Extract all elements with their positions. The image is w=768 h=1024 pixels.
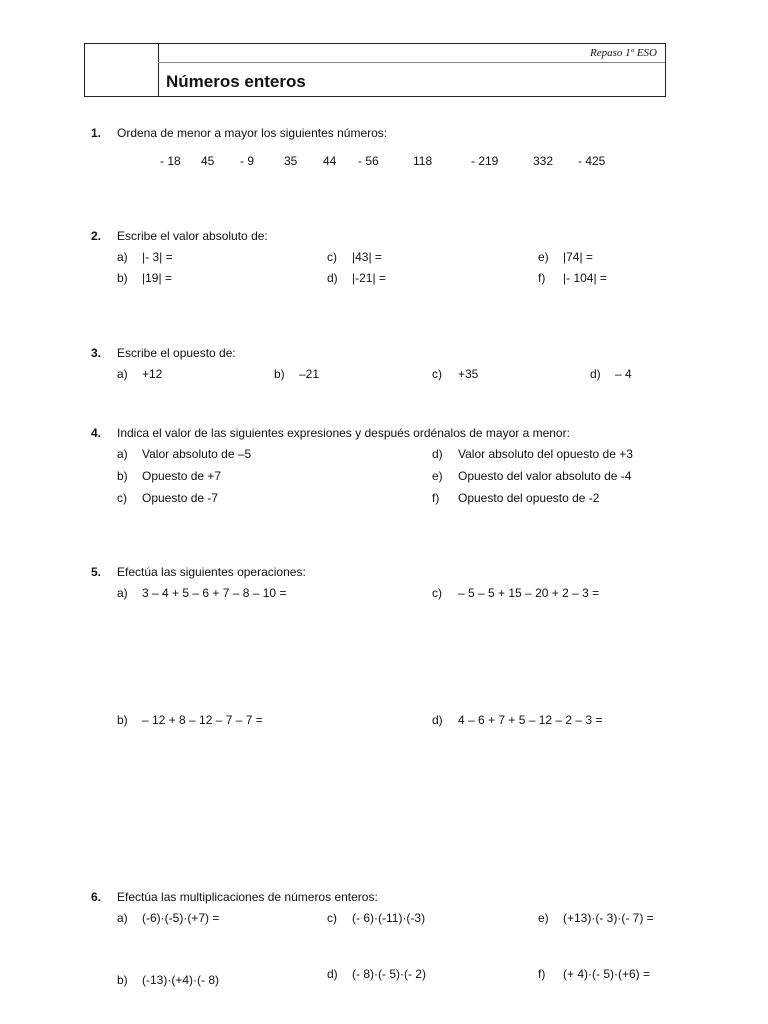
q4-item-letter: e) bbox=[432, 469, 443, 483]
q2-item-expr: |19| = bbox=[142, 271, 172, 285]
q2-prompt: Escribe el valor absoluto de: bbox=[117, 229, 268, 243]
q1-value: 35 bbox=[284, 154, 298, 168]
q4-item-expr: Opuesto de +7 bbox=[142, 469, 222, 483]
q6-item-letter: d) bbox=[327, 967, 338, 981]
q6-item-letter: b) bbox=[117, 973, 128, 987]
q6-item-letter: a) bbox=[117, 911, 128, 925]
q6-item-letter: c) bbox=[327, 911, 337, 925]
q4-item-expr: Valor absoluto del opuesto de +3 bbox=[458, 447, 633, 461]
q3-item-letter: b) bbox=[274, 367, 285, 381]
q5-item-letter: a) bbox=[117, 586, 128, 600]
q2-item-letter: d) bbox=[327, 271, 338, 285]
header-subtitle: Repaso 1º ESO bbox=[590, 47, 657, 59]
q4-number: 4. bbox=[91, 426, 102, 440]
q5-item-expr: 4 – 6 + 7 + 5 – 12 – 2 – 3 = bbox=[458, 713, 603, 727]
q1-number: 1. bbox=[91, 126, 102, 140]
q2-item-expr: |74| = bbox=[563, 250, 593, 264]
q4-item-letter: c) bbox=[117, 491, 127, 505]
header-box bbox=[84, 43, 666, 97]
q6-item-expr: (- 6)·(-11)·(-3) bbox=[352, 911, 426, 925]
q6-number: 6. bbox=[91, 890, 102, 904]
q4-item-expr: Opuesto del opuesto de -2 bbox=[458, 491, 600, 505]
q2-item-letter: e) bbox=[538, 250, 549, 264]
q3-item-letter: a) bbox=[117, 367, 128, 381]
q3-item-expr: –21 bbox=[299, 367, 320, 381]
q5-item-expr: – 12 + 8 – 12 – 7 – 7 = bbox=[142, 713, 263, 727]
q1-value: - 219 bbox=[471, 154, 499, 168]
q2-item-expr: |- 104| = bbox=[563, 271, 607, 285]
q6-item-letter: f) bbox=[538, 967, 546, 981]
q2-item-letter: a) bbox=[117, 250, 128, 264]
q5-item-expr: – 5 – 5 + 15 – 20 + 2 – 3 = bbox=[458, 586, 600, 600]
q5-item-letter: d) bbox=[432, 713, 443, 727]
q5-number: 5. bbox=[91, 565, 102, 579]
q1-value: - 9 bbox=[240, 154, 255, 168]
q5-prompt: Efectúa las siguientes operaciones: bbox=[117, 565, 306, 579]
q5-item-letter: b) bbox=[117, 713, 128, 727]
q6-item-expr: (- 8)·(- 5)·(- 2) bbox=[352, 967, 426, 981]
q1-value: 45 bbox=[201, 154, 215, 168]
q2-item-expr: |-21| = bbox=[352, 271, 386, 285]
q1-value: 44 bbox=[323, 154, 337, 168]
q2-item-letter: b) bbox=[117, 271, 128, 285]
q1-prompt: Ordena de menor a mayor los siguientes números: bbox=[117, 126, 388, 140]
q6-item-expr: (-6)·(-5)·(+7) = bbox=[142, 911, 220, 925]
q3-item-expr: – 4 bbox=[615, 367, 632, 381]
q1-value: 332 bbox=[533, 154, 554, 168]
q5-item-expr: 3 – 4 + 5 – 6 + 7 – 8 – 10 = bbox=[142, 586, 287, 600]
q3-item-expr: +35 bbox=[458, 367, 479, 381]
q1-value: - 56 bbox=[358, 154, 379, 168]
q3-item-letter: c) bbox=[432, 367, 442, 381]
q3-prompt: Escribe el opuesto de: bbox=[117, 346, 236, 360]
q1-value: 118 bbox=[413, 154, 433, 168]
q4-item-letter: f) bbox=[432, 491, 440, 505]
q6-prompt: Efectúa las multiplicaciones de números enteros: bbox=[117, 890, 378, 904]
q1-value: - 18 bbox=[160, 154, 181, 168]
q4-prompt: Indica el valor de las siguientes expresiones y después ordénalos de mayor a menor: bbox=[117, 426, 570, 440]
q5-item-letter: c) bbox=[432, 586, 442, 600]
header-divider bbox=[158, 44, 159, 97]
q2-item-letter: c) bbox=[327, 250, 337, 264]
q4-item-expr: Opuesto de -7 bbox=[142, 491, 219, 505]
q4-item-letter: d) bbox=[432, 447, 443, 461]
q4-item-expr: Opuesto del valor absoluto de -4 bbox=[458, 469, 632, 483]
q2-item-letter: f) bbox=[538, 271, 546, 285]
q4-item-expr: Valor absoluto de –5 bbox=[142, 447, 252, 461]
q2-item-expr: |- 3| = bbox=[142, 250, 173, 264]
q2-item-expr: |43| = bbox=[352, 250, 382, 264]
q6-item-expr: (+ 4)·(- 5)·(+6) = bbox=[563, 967, 651, 981]
q4-item-letter: b) bbox=[117, 469, 128, 483]
q2-number: 2. bbox=[91, 229, 102, 243]
q3-item-expr: +12 bbox=[142, 367, 163, 381]
header-top-rule bbox=[158, 62, 665, 63]
q3-number: 3. bbox=[91, 346, 102, 360]
q3-item-letter: d) bbox=[590, 367, 601, 381]
q6-item-expr: (+13)·(- 3)·(- 7) = bbox=[563, 911, 654, 925]
q1-value: - 425 bbox=[578, 154, 606, 168]
page-title: Números enteros bbox=[166, 72, 306, 91]
q6-item-letter: e) bbox=[538, 911, 549, 925]
q4-item-letter: a) bbox=[117, 447, 128, 461]
q6-item-expr: (-13)·(+4)·(- 8) bbox=[142, 973, 219, 987]
